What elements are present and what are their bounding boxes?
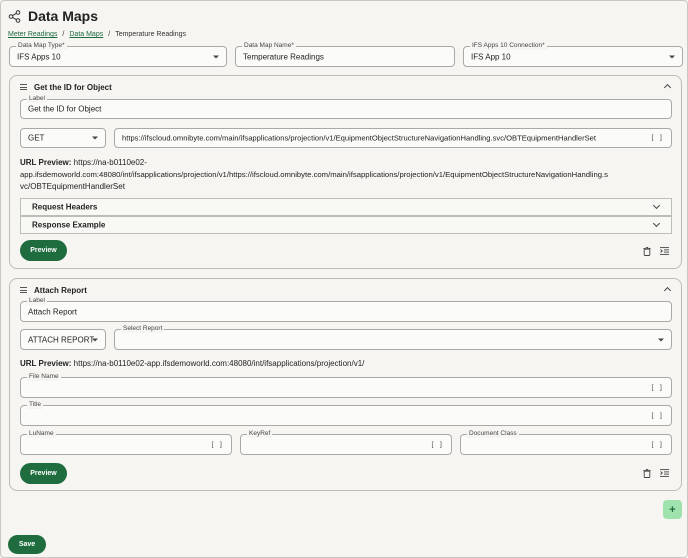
http-method-select[interactable] xyxy=(20,329,106,350)
step-card-get-id xyxy=(9,75,682,269)
expand-field-icon[interactable]: [ ] xyxy=(650,440,663,449)
file-name-input[interactable] xyxy=(20,373,672,398)
url-preview xyxy=(20,358,672,370)
dropdown-arrow-icon xyxy=(92,338,98,341)
delete-icon[interactable] xyxy=(643,247,651,256)
field-label: Label xyxy=(29,95,45,102)
connection-select[interactable] xyxy=(463,42,683,67)
expand-field-icon[interactable]: [ ] xyxy=(650,134,663,142)
field-label: LuName xyxy=(29,430,54,437)
card-title: Get the ID for Object xyxy=(34,82,112,92)
data-map-name-input[interactable] xyxy=(235,42,455,67)
accordion-request-headers[interactable] xyxy=(20,198,672,216)
add-step-button[interactable]: + xyxy=(663,500,682,519)
expand-field-icon[interactable]: [ ] xyxy=(650,411,663,420)
breadcrumb-separator: / xyxy=(62,31,65,38)
preview-button[interactable]: Preview xyxy=(20,240,67,261)
expand-chevron-icon xyxy=(653,220,660,227)
url-preview-value: https://na-b0110e02- xyxy=(73,158,147,167)
url-preview-value: vc/OBTEquipmentHandlerSet xyxy=(20,182,125,191)
input-value: https://ifscloud.omnibyte.com/main/ifsapplications/projection/v1/EquipmentObjectStructureNavigationHandling.svc/OBTEquipmentHandlerSet xyxy=(122,133,597,143)
page-title: Data Maps xyxy=(28,8,99,24)
select-report-dropdown[interactable] xyxy=(114,325,672,350)
indent-icon[interactable] xyxy=(660,247,669,255)
field-label: Data Map Type* xyxy=(18,42,65,49)
field-label: File Name xyxy=(29,373,59,380)
dropdown-arrow-icon xyxy=(213,55,219,58)
label-input[interactable] xyxy=(20,297,672,322)
url-preview-value: https://na-b0110e02-app.ifsdemoworld.com:48080/int/ifsapplications/projection/v1/ xyxy=(73,359,365,368)
document-class-input[interactable] xyxy=(460,430,672,455)
input-value: Attach Report xyxy=(28,307,77,316)
drag-handle-icon[interactable] xyxy=(20,84,27,90)
label-input[interactable] xyxy=(20,95,672,119)
breadcrumb-link-meter-readings[interactable]: Meter Readings xyxy=(8,31,58,38)
accordion-label: Request Headers xyxy=(32,202,98,212)
input-value: Get the ID for Object xyxy=(28,104,102,114)
select-value: ATTACH REPORT xyxy=(28,335,95,344)
data-map-icon xyxy=(8,10,21,23)
breadcrumb xyxy=(8,31,186,38)
field-label: Document Class xyxy=(469,430,517,437)
select-value: IFS App 10 xyxy=(471,52,511,61)
field-label: KeyRef xyxy=(249,430,271,437)
select-value: IFS Apps 10 xyxy=(17,52,61,61)
collapse-chevron-icon[interactable] xyxy=(664,84,671,91)
step-card-attach-report xyxy=(9,278,682,491)
url-preview-label: URL Preview: xyxy=(20,158,72,167)
http-method-select[interactable] xyxy=(20,128,106,148)
preview-button[interactable]: Preview xyxy=(20,463,67,484)
field-label: Select Report xyxy=(123,325,163,332)
dropdown-arrow-icon xyxy=(92,137,98,140)
input-value: Temperature Readings xyxy=(243,52,324,61)
indent-icon[interactable] xyxy=(660,469,669,477)
expand-field-icon[interactable]: [ ] xyxy=(210,440,223,449)
expand-field-icon[interactable]: [ ] xyxy=(650,383,663,392)
field-label: Label xyxy=(29,297,45,304)
delete-icon[interactable] xyxy=(643,469,651,478)
expand-field-icon[interactable]: [ ] xyxy=(430,440,443,449)
url-preview xyxy=(20,157,672,193)
breadcrumb-separator: / xyxy=(108,31,111,38)
accordion-response-example[interactable] xyxy=(20,216,672,234)
breadcrumb-link-data-maps[interactable]: Data Maps xyxy=(69,31,104,38)
field-label: Title xyxy=(29,401,42,408)
data-map-type-select[interactable] xyxy=(9,42,227,67)
card-title: Attach Report xyxy=(34,285,87,295)
select-value: GET xyxy=(28,133,45,143)
breadcrumb-current: Temperature Readings xyxy=(115,31,187,38)
field-label: Data Map Name* xyxy=(244,42,294,49)
save-button[interactable]: Save xyxy=(8,535,46,554)
url-preview-label: URL Preview: xyxy=(20,359,72,368)
accordion-label: Response Example xyxy=(32,220,106,230)
dropdown-arrow-icon xyxy=(658,338,664,341)
collapse-chevron-icon[interactable] xyxy=(664,287,671,294)
drag-handle-icon[interactable] xyxy=(20,287,27,293)
key-ref-input[interactable] xyxy=(240,430,452,455)
url-preview-value: app.ifsdemoworld.com:48080/int/ifsapplications/projection/v1/https://ifscloud.omnibyte.com/main/ifsapplications/projection/v1/EquipmentObjectStructureNavigationHandling.s xyxy=(20,170,608,179)
title-input[interactable] xyxy=(20,401,672,426)
field-label: IFS Apps 10 Connection* xyxy=(472,42,545,49)
expand-chevron-icon xyxy=(653,202,660,209)
dropdown-arrow-icon xyxy=(669,55,675,58)
url-input[interactable] xyxy=(114,128,672,148)
page-header xyxy=(8,7,98,25)
lu-name-input[interactable] xyxy=(20,430,232,455)
